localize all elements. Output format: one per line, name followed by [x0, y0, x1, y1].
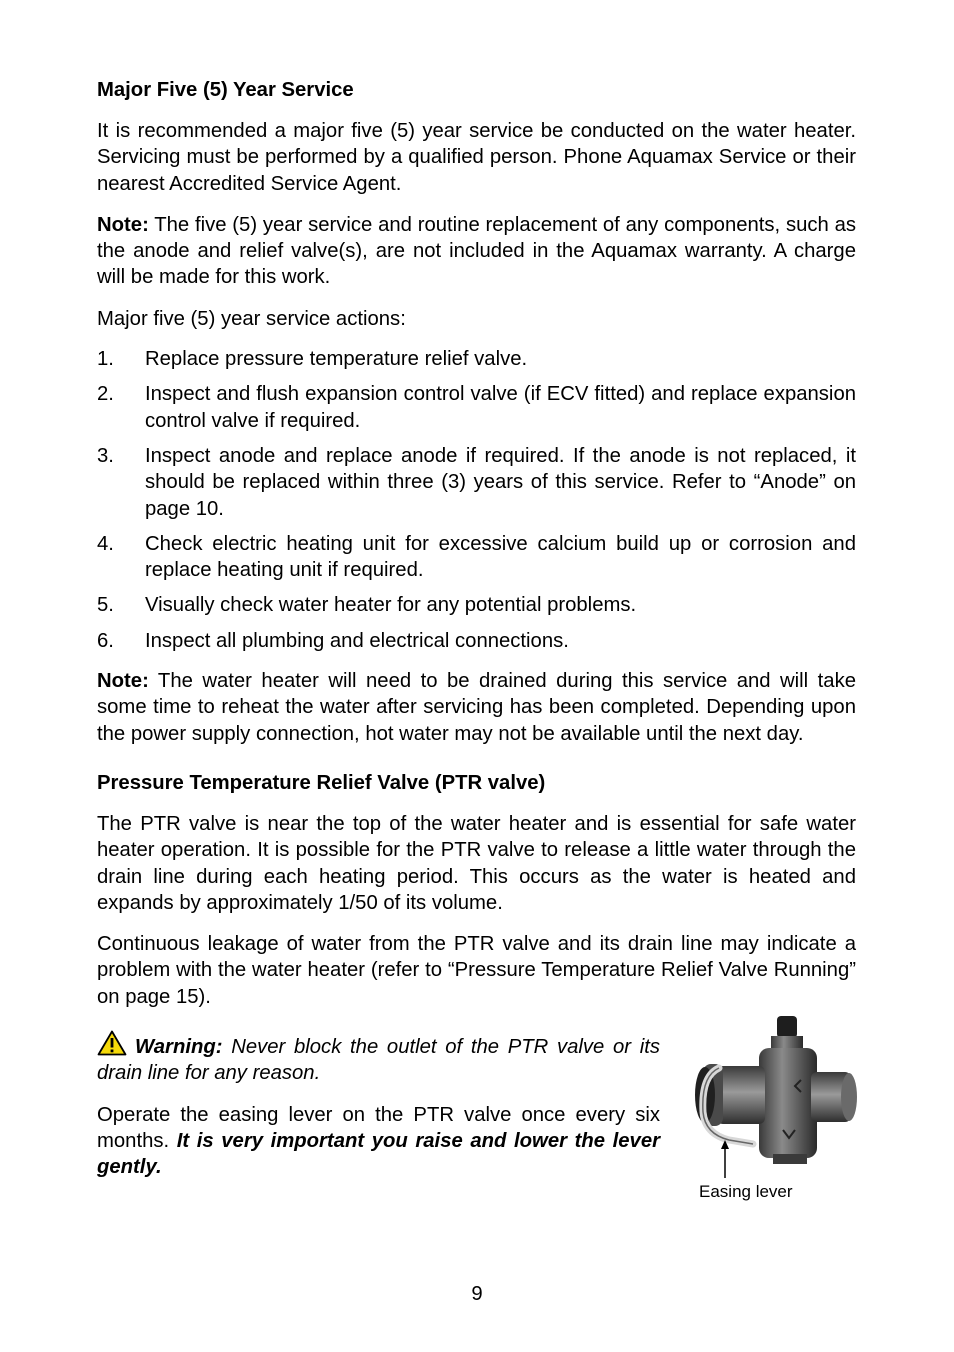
figure-caption: Easing lever [699, 1182, 793, 1202]
ptr-leakage-paragraph: Continuous leakage of water from the PTR valve and its drain line may indicate a problem with the water heater (refer to “Pressure Temperature Relief Valve Running” on page 15). [97, 933, 856, 1008]
warning-text: Never block the outlet of the PTR valve or its drain line for any reason. [97, 1036, 660, 1085]
ptr-valve-paragraph: The PTR valve is near the top of the water heater and is essential for safe water heater operation. It is possible for the PTR valve to release a little water through the drain line during each heating period. This occurs as the water is heated and expands by approximately 1/50 of its volume. [97, 812, 856, 914]
list-text: Visually check water heater for any potential problems. [145, 594, 637, 617]
list-number: 4. [97, 532, 114, 555]
warning-label: Warning: [135, 1036, 223, 1059]
list-text: Replace pressure temperature relief valve. [145, 348, 528, 371]
actions-intro: Major five (5) year service actions: [97, 307, 406, 330]
note-label: Note: [97, 670, 149, 693]
list-item [97, 628, 856, 654]
operate-emphasis: It is very important you raise and lower the lever gently. [97, 1129, 660, 1179]
warning-text-column [97, 1030, 660, 1180]
operate-text: Operate the easing lever on the PTR valve once every six months. [97, 1103, 660, 1152]
five-year-service-paragraph: It is recommended a major five (5) year service be conducted on the water heater. Servicing must be performed by a qualified person. Phone Aquamax Service or their nearest Accredited Service Agent. [97, 120, 856, 195]
list-text: Inspect and flush expansion control valve (if ECV fitted) and replace expansion control valve if required. [145, 383, 856, 432]
list-text: Inspect anode and replace anode if required. If the anode is not replaced, it should be replaced within three (3) years of this service. Refer to “Anode” on page 10. [145, 444, 856, 520]
list-number: 6. [97, 629, 114, 652]
list-number: 2. [97, 383, 114, 406]
page-number: 9 [471, 1283, 483, 1305]
list-item [97, 381, 856, 434]
note-text: The five (5) year service and routine replacement of any components, such as the anode and relief valve(s), are not included in the Aquamax warranty. A charge will be made for this work. [97, 213, 856, 289]
section-heading-ptr-valve: Pressure Temperature Relief Valve (PTR valve) [97, 771, 546, 794]
ptr-valve-image [689, 1016, 859, 1182]
document-page [97, 76, 856, 1202]
list-number: 3. [97, 444, 114, 467]
note-text: The water heater will need to be drained during this service and will take some time to reheat the water after servicing has been completed. Depending upon the power supply connection, hot water may not be available until the next day. [97, 670, 856, 745]
list-item [97, 531, 856, 584]
note-warranty [97, 212, 856, 291]
warning-paragraph [97, 1030, 660, 1087]
list-item [97, 592, 856, 618]
note-label: Note: [97, 213, 149, 236]
list-number: 5. [97, 594, 114, 617]
list-item [97, 346, 856, 372]
service-actions-list [97, 346, 856, 654]
list-item [97, 443, 856, 522]
list-number: 1. [97, 348, 114, 371]
section-heading-five-year-service: Major Five (5) Year Service [97, 79, 354, 101]
warning-block [97, 1030, 856, 1202]
warning-triangle-icon [97, 1030, 127, 1056]
note-drain [97, 668, 856, 747]
list-text: Inspect all plumbing and electrical connections. [145, 629, 569, 652]
list-text: Check electric heating unit for excessive calcium build up or corrosion and replace heating unit if required. [145, 532, 856, 582]
ptr-valve-figure [689, 1016, 859, 1206]
easing-lever-paragraph [97, 1102, 660, 1181]
